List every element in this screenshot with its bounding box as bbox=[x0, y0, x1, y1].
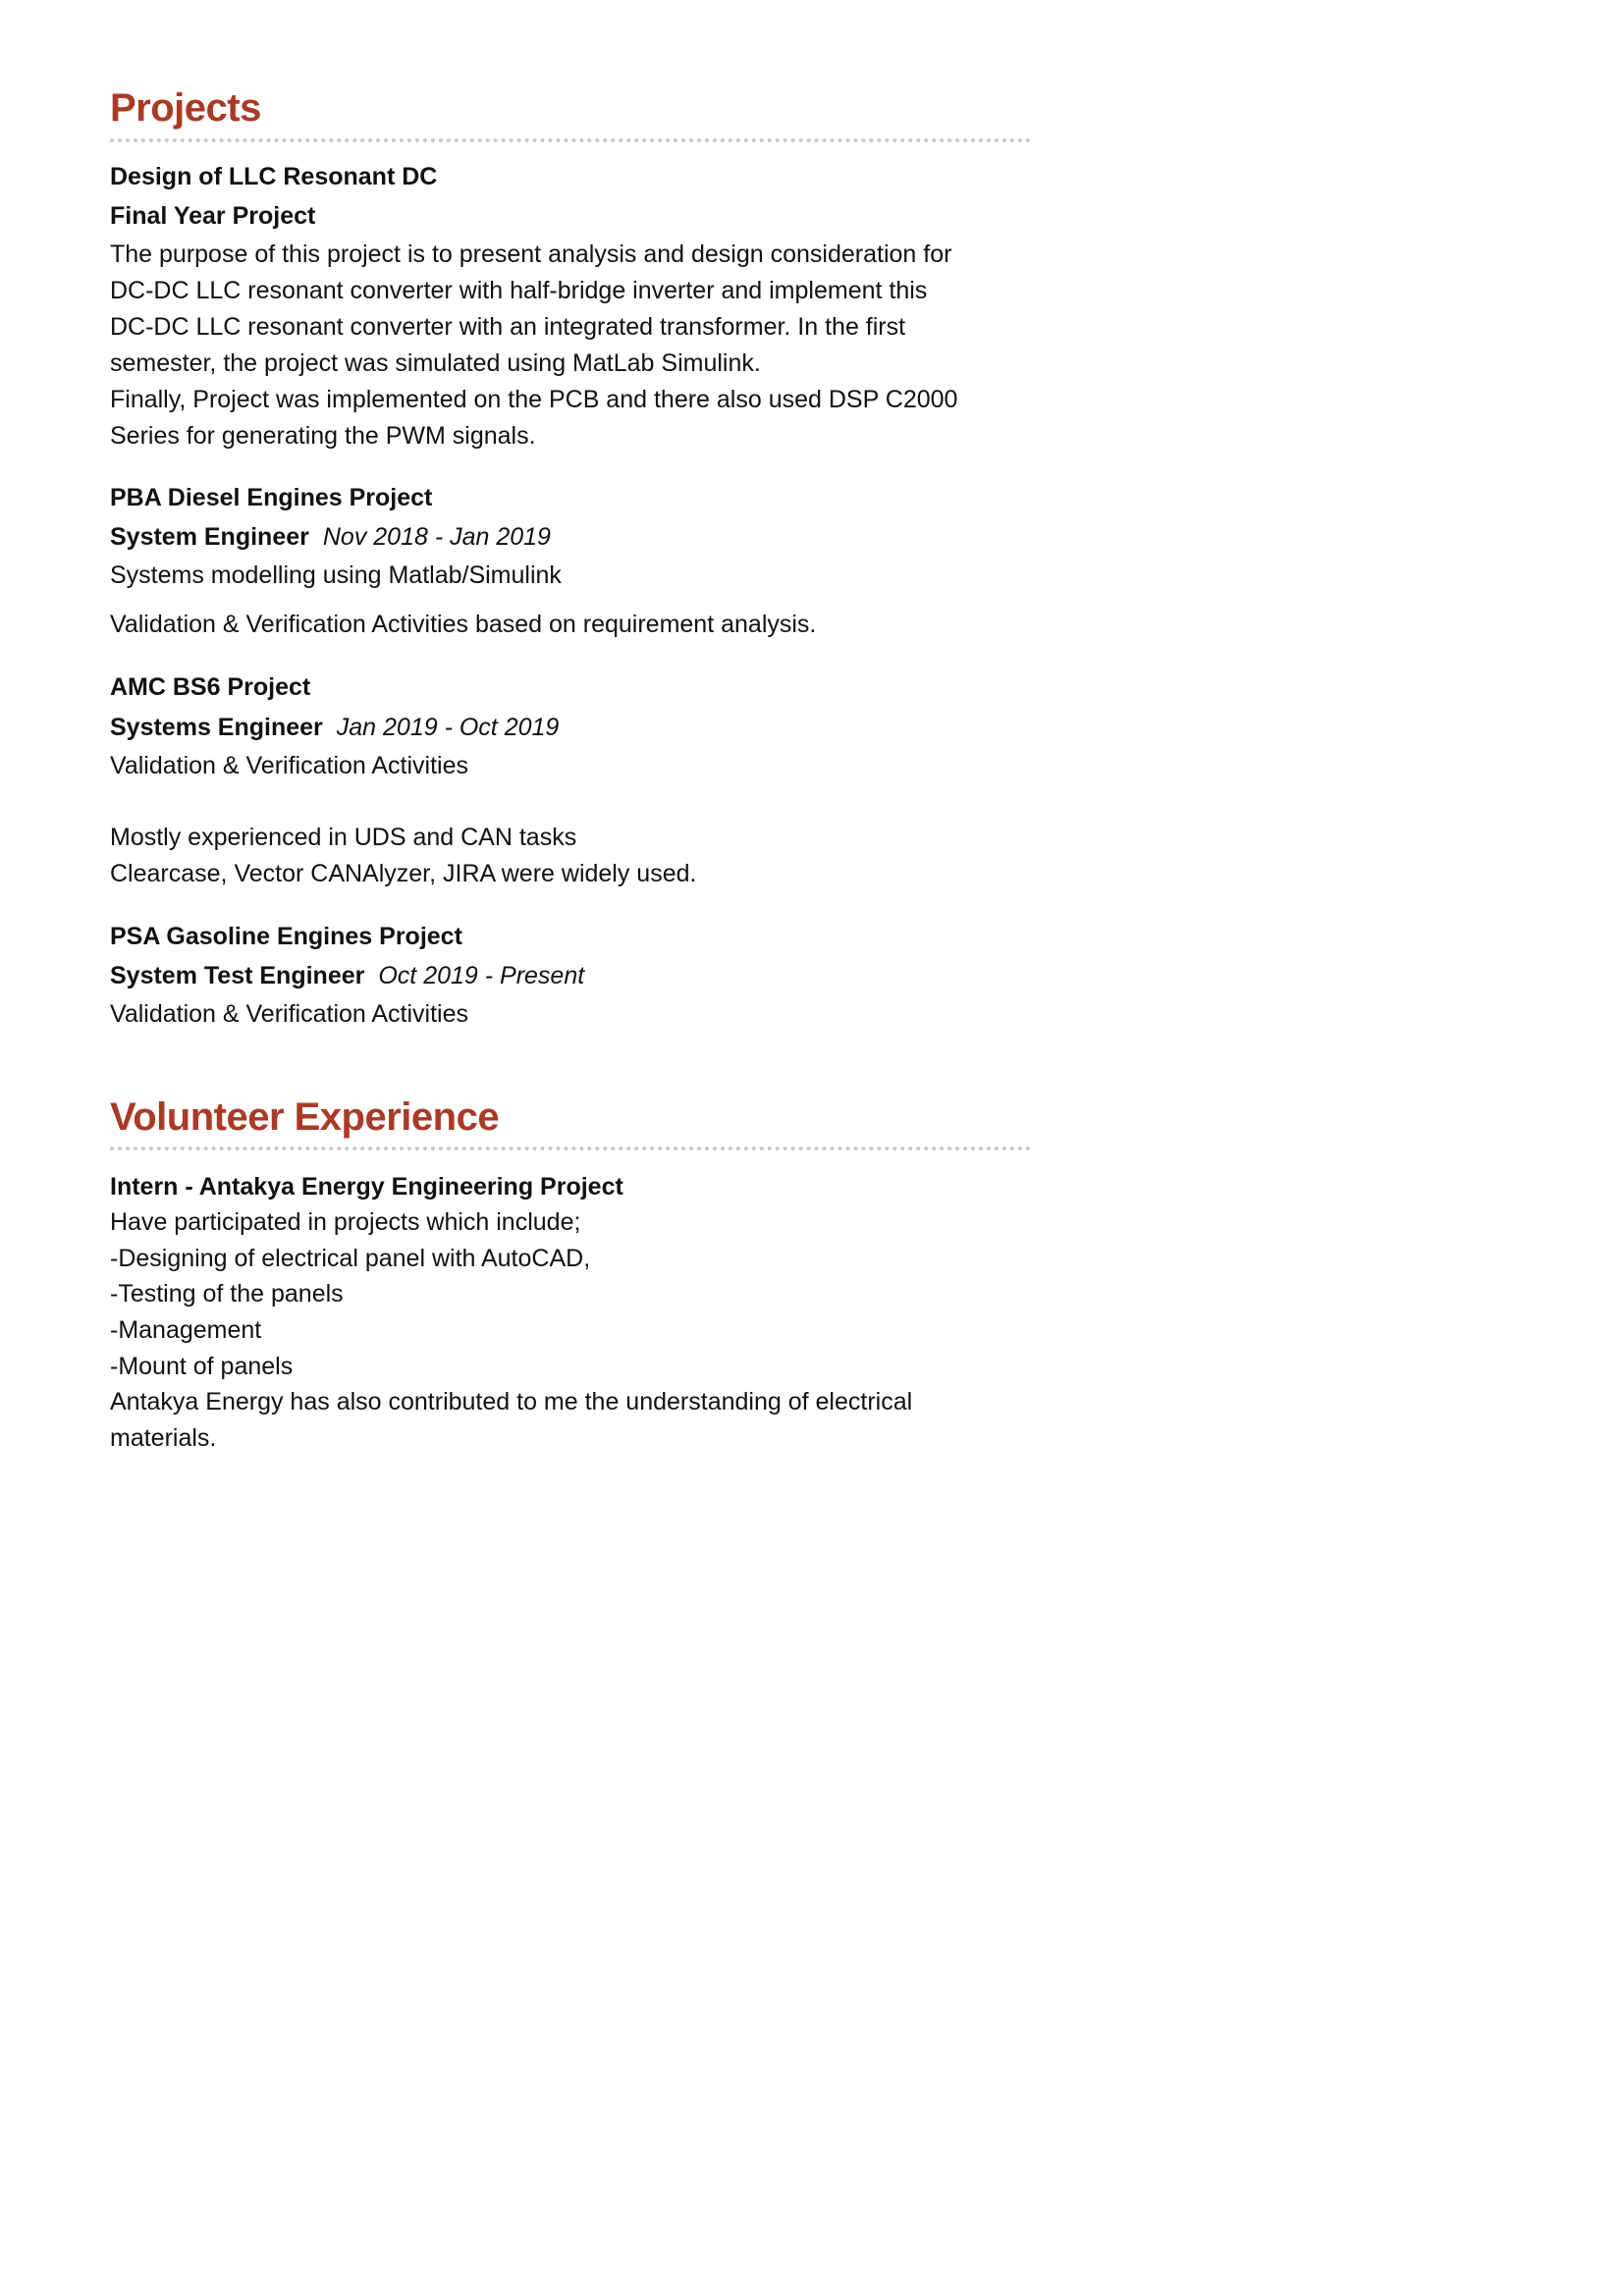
section-heading-volunteer: Volunteer Experience bbox=[110, 1095, 500, 1139]
project-title: Design of LLC Resonant DC bbox=[110, 163, 438, 190]
project-dates: Oct 2019 - Present bbox=[378, 962, 585, 989]
project-title: AMC BS6 Project bbox=[110, 673, 311, 701]
project-role-line bbox=[110, 522, 551, 552]
project-role: System Engineer bbox=[110, 523, 309, 551]
project-description-line: DC-DC LLC resonant converter with half-bridge inverter and implement this bbox=[110, 277, 928, 304]
volunteer-description-line: -Mount of panels bbox=[110, 1353, 294, 1380]
volunteer-description-line: -Management bbox=[110, 1316, 262, 1344]
project-title: PSA Gasoline Engines Project bbox=[110, 923, 462, 950]
section-heading-projects: Projects bbox=[110, 86, 261, 130]
project-description-line: Mostly experienced in UDS and CAN tasks bbox=[110, 824, 577, 851]
project-role: Final Year Project bbox=[110, 202, 316, 230]
volunteer-description-line: -Testing of the panels bbox=[110, 1280, 344, 1308]
project-description-line: Validation & Verification Activities bbox=[110, 1000, 469, 1028]
project-title: PBA Diesel Engines Project bbox=[110, 484, 433, 511]
project-description-line: Series for generating the PWM signals. bbox=[110, 422, 536, 450]
project-role: System Test Engineer bbox=[110, 962, 365, 989]
project-dates: Jan 2019 - Oct 2019 bbox=[336, 714, 560, 741]
project-description-line: semester, the project was simulated using MatLab Simulink. bbox=[110, 349, 761, 377]
project-description-line: Validation & Verification Activities bbox=[110, 752, 469, 779]
volunteer-description-line: materials. bbox=[110, 1424, 217, 1452]
volunteer-description-line: Antakya Energy has also contributed to me the understanding of electrical bbox=[110, 1388, 913, 1415]
section-divider bbox=[110, 138, 1031, 142]
project-dates: Nov 2018 - Jan 2019 bbox=[322, 523, 551, 551]
volunteer-description-line: -Designing of electrical panel with AutoCAD, bbox=[110, 1245, 591, 1272]
project-description-line: Finally, Project was implemented on the PCB and there also used DSP C2000 bbox=[110, 386, 958, 413]
project-description-line: DC-DC LLC resonant converter with an integrated transformer. In the first bbox=[110, 313, 906, 341]
project-description-line: Validation & Verification Activities based on requirement analysis. bbox=[110, 611, 817, 638]
project-role-line bbox=[110, 713, 559, 742]
project-description-line: Clearcase, Vector CANAlyzer, JIRA were widely used. bbox=[110, 860, 697, 887]
volunteer-title: Intern - Antakya Energy Engineering Project bbox=[110, 1173, 623, 1201]
project-description-line: Systems modelling using Matlab/Simulink bbox=[110, 561, 562, 589]
project-role: Systems Engineer bbox=[110, 714, 323, 741]
project-description-line: The purpose of this project is to present analysis and design consideration for bbox=[110, 240, 952, 268]
section-divider bbox=[110, 1147, 1031, 1150]
project-role-line bbox=[110, 961, 584, 990]
volunteer-description-line: Have participated in projects which include; bbox=[110, 1208, 581, 1236]
